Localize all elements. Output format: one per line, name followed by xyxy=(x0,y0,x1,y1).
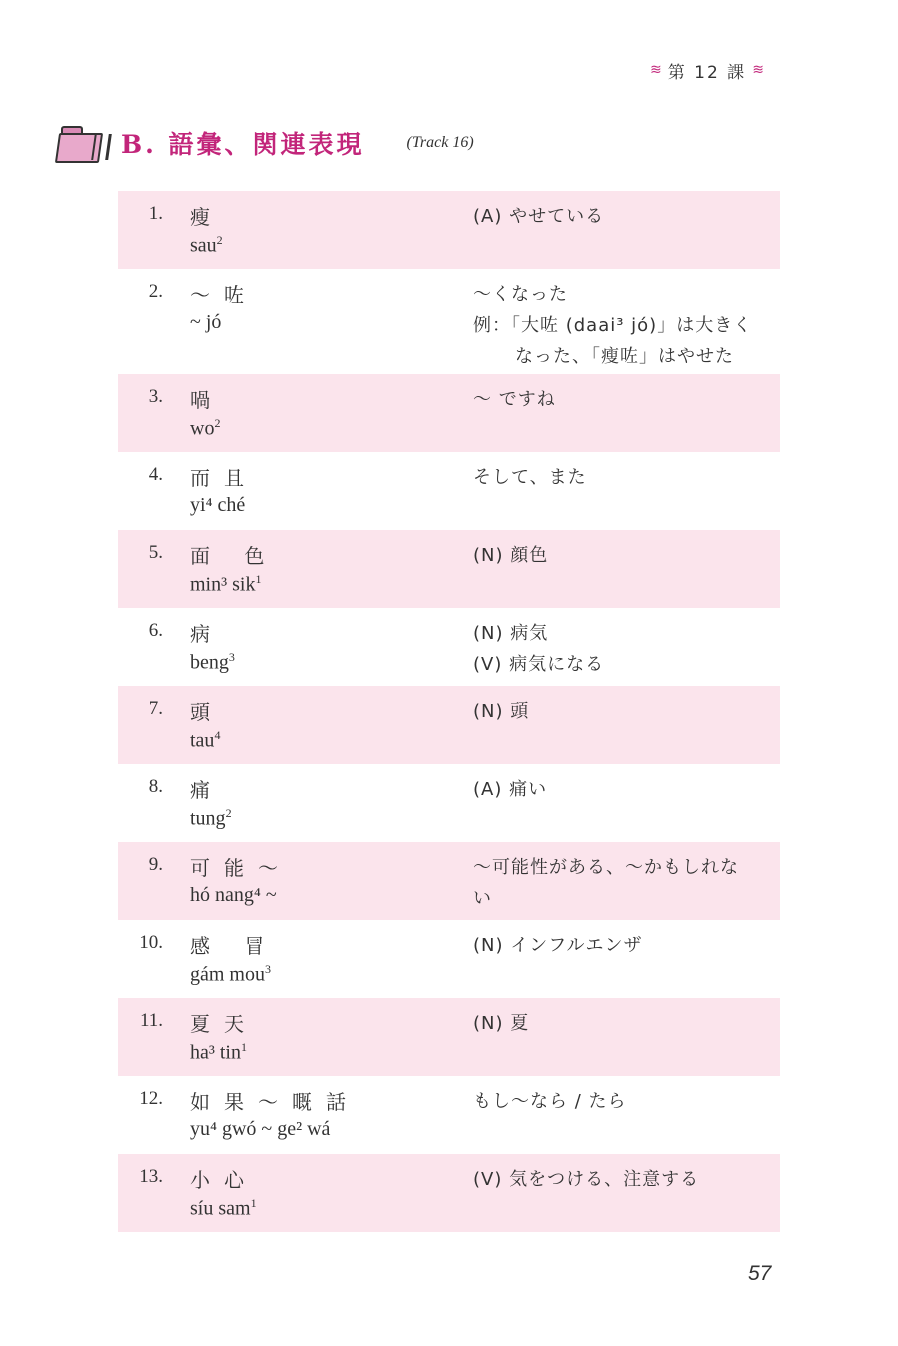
vocab-meaning xyxy=(473,540,773,571)
vocab-romanization xyxy=(190,1040,247,1065)
vocab-hanzi: 頭 xyxy=(190,700,224,724)
vocab-row xyxy=(118,1154,780,1232)
vocab-number: 9. xyxy=(148,854,163,875)
vocab-hanzi: 病 xyxy=(190,622,224,646)
vocab-row xyxy=(118,764,780,842)
vocab-number: 4. xyxy=(148,464,163,485)
romanization-text: hó nang⁴ ~ xyxy=(190,884,277,906)
vocab-meaning xyxy=(473,462,773,493)
meaning-line: (A) 痛い xyxy=(473,779,548,800)
lesson-label: 第 12 課 xyxy=(667,62,747,83)
vocab-romanization xyxy=(190,650,235,675)
vocab-romanization xyxy=(190,728,220,753)
vocab-meaning xyxy=(473,279,773,372)
tone-number: 3 xyxy=(228,650,235,664)
vocab-romanization xyxy=(190,311,221,334)
vocab-row xyxy=(118,998,780,1076)
vocab-meaning xyxy=(473,201,773,232)
vocab-number: 10. xyxy=(139,932,163,953)
vocab-meaning xyxy=(473,1164,773,1195)
vocab-meaning xyxy=(473,618,773,680)
romanization-text: ~ jó xyxy=(190,311,222,333)
vocab-hanzi: ～咗 xyxy=(190,283,258,307)
section-heading xyxy=(55,120,474,166)
vocab-meaning xyxy=(473,1086,773,1117)
vocab-number: 1. xyxy=(148,203,163,224)
section-title: B. 語彙、関連表現 xyxy=(121,130,365,159)
vocab-meaning xyxy=(473,1008,773,1039)
vocab-row xyxy=(118,686,780,764)
meaning-line: (N) 夏 xyxy=(473,1013,530,1034)
tone-number: 4 xyxy=(214,728,221,742)
romanization-text: sau xyxy=(190,234,217,257)
vocabulary-list xyxy=(118,191,780,1232)
vocab-hanzi: 小心 xyxy=(190,1168,258,1192)
vocab-number: 7. xyxy=(148,698,163,719)
vocab-row xyxy=(118,269,780,374)
meaning-line: なった、「瘦咗」はやせた xyxy=(515,346,734,367)
vocab-romanization xyxy=(190,1196,257,1221)
vocab-meaning xyxy=(473,774,773,805)
vocab-romanization xyxy=(190,494,245,517)
vocab-hanzi: 面 色 xyxy=(190,544,279,568)
vocab-number: 5. xyxy=(148,542,163,563)
vocab-hanzi: 如果～嘅話 xyxy=(190,1090,360,1114)
romanization-text: min³ sik xyxy=(190,573,256,596)
meaning-line: (V) 気をつける、注意する xyxy=(473,1169,700,1190)
vocab-row xyxy=(118,452,780,530)
vocab-number: 8. xyxy=(148,776,163,797)
vocab-number: 12. xyxy=(139,1088,163,1109)
meaning-line: そして、また xyxy=(473,467,587,488)
vocab-number: 3. xyxy=(148,386,163,407)
folder-icon xyxy=(55,124,107,162)
meaning-line: 例：「大咗 (daai³ jó)」は大きく xyxy=(473,315,753,336)
vocab-row xyxy=(118,842,780,920)
romanization-text: tung xyxy=(190,807,226,830)
meaning-line: (N) 顔色 xyxy=(473,545,549,566)
ornament-left-icon: ≋ xyxy=(650,62,662,78)
vocab-meaning xyxy=(473,384,773,415)
vocab-hanzi: 夏天 xyxy=(190,1012,258,1036)
vocab-hanzi: 喎 xyxy=(190,388,224,412)
romanization-text: gám mou xyxy=(190,963,265,986)
vocab-romanization xyxy=(190,233,223,258)
vocab-number: 11. xyxy=(139,1010,163,1031)
meaning-line: ～ ですね xyxy=(473,389,556,410)
tone-number: 2 xyxy=(225,806,232,820)
vocab-romanization xyxy=(190,416,220,441)
vocab-hanzi: 感 冒 xyxy=(190,934,279,958)
meaning-line: い xyxy=(473,888,492,909)
vocab-hanzi: 瘦 xyxy=(190,205,224,229)
vocab-row xyxy=(118,530,780,608)
meaning-line: ～可能性がある、～かもしれな xyxy=(473,857,739,878)
vocab-meaning xyxy=(473,930,773,961)
vocab-row xyxy=(118,374,780,452)
tone-number: 1 xyxy=(250,1196,257,1210)
vocab-row xyxy=(118,608,780,686)
vocab-hanzi: 而且 xyxy=(190,466,258,490)
romanization-text: yu⁴ gwó ~ ge² wá xyxy=(190,1118,331,1140)
vocab-romanization xyxy=(190,1118,330,1141)
vocab-hanzi: 痛 xyxy=(190,778,224,802)
vocab-number: 13. xyxy=(139,1166,163,1187)
meaning-line: (N) 病気 xyxy=(473,623,549,644)
vocab-meaning xyxy=(473,852,773,914)
vocab-romanization xyxy=(190,962,271,987)
romanization-text: tau xyxy=(190,729,215,752)
vocab-row xyxy=(118,1076,780,1154)
vocab-hanzi: 可能～ xyxy=(190,856,292,880)
meaning-line: ～くなった xyxy=(473,284,568,305)
romanization-text: yi⁴ ché xyxy=(190,494,246,516)
tone-number: 2 xyxy=(214,416,221,430)
vocab-romanization xyxy=(190,884,277,907)
page-number: 57 xyxy=(748,1262,772,1285)
meaning-line: (V) 病気になる xyxy=(473,654,605,675)
tone-number: 2 xyxy=(216,233,223,247)
vocab-meaning xyxy=(473,696,773,727)
tone-number: 1 xyxy=(241,1040,247,1054)
vocab-number: 2. xyxy=(148,281,163,302)
meaning-line: もし～なら / たら xyxy=(473,1091,627,1112)
vocab-row xyxy=(118,920,780,998)
vocab-row xyxy=(118,191,780,269)
meaning-line: (N) インフルエンザ xyxy=(473,935,643,956)
meaning-line: (A) やせている xyxy=(473,206,605,227)
tone-number: 1 xyxy=(255,572,262,586)
romanization-text: beng xyxy=(190,651,229,674)
romanization-text: wo xyxy=(190,417,215,440)
track-label: (Track 16) xyxy=(406,134,474,151)
vocab-number: 6. xyxy=(148,620,163,641)
ornament-right-icon: ≋ xyxy=(752,62,764,78)
vocab-romanization xyxy=(190,572,261,597)
lesson-header xyxy=(650,58,790,82)
romanization-text: síu sam xyxy=(190,1197,251,1220)
tone-number: 3 xyxy=(265,962,271,976)
romanization-text: ha³ tin xyxy=(190,1041,241,1064)
meaning-line: (N) 頭 xyxy=(473,701,530,722)
vocab-romanization xyxy=(190,806,232,831)
